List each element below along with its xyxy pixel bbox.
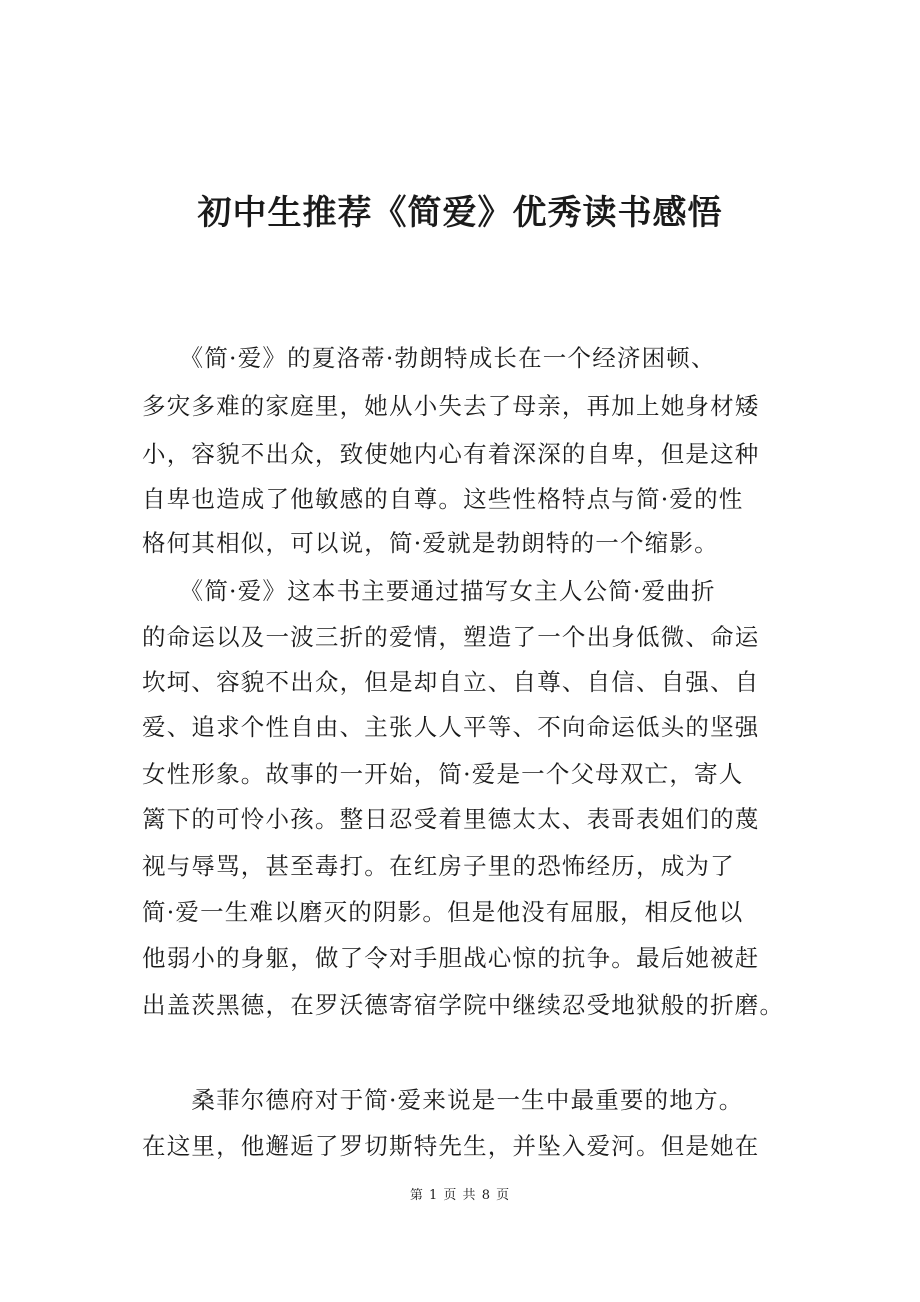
body-line: 《简·爱》的夏洛蒂·勃朗特成长在一个经济困顿、 — [142, 344, 716, 372]
body-line: 简·爱一生难以磨灭的阴影。但是他没有屈服，相反他以 — [142, 898, 744, 926]
body-line: 出盖茨黑德，在罗沃德寄宿学院中继续忍受地狱般的折磨。 — [142, 991, 785, 1019]
body-line: 在这里，他邂逅了罗切斯特先生，并坠入爱河。但是她在 — [142, 1132, 760, 1160]
body-line: 女性形象。故事的一开始，简·爱是一个父母双亡，寄人 — [142, 760, 744, 788]
body-line: 爱、追求个性自由、主张人人平等、不向命运低头的坚强 — [142, 713, 760, 741]
body-line: 格何其相似，可以说，简·爱就是勃朗特的一个缩影。 — [142, 529, 719, 557]
page-number-footer: 第 1 页 共 8 页 — [409, 1188, 511, 1203]
body-line: 篱下的可怜小孩。整日忍受着里德太太、表哥表姐们的蔑 — [142, 805, 760, 833]
body-line: 多灾多难的家庭里，她从小失去了母亲，再加上她身材矮 — [142, 392, 760, 420]
body-line: 自卑也造成了他敏感的自尊。这些性格特点与简·爱的性 — [142, 485, 744, 513]
body-line: 的命运以及一波三折的爱情，塑造了一个出身低微、命运 — [142, 623, 760, 651]
body-line: 小，容貌不出众，致使她内心有着深深的自卑，但是这种 — [142, 440, 760, 468]
body-line: 坎坷、容貌不出众，但是却自立、自尊、自信、自强、自 — [142, 668, 760, 696]
body-line: 他弱小的身躯，做了令对手胆战心惊的抗争。最后她被赶 — [142, 944, 760, 972]
body-line: 《简·爱》这本书主要通过描写女主人公简·爱曲折 — [142, 577, 716, 605]
body-line: 桑菲尔德府对于简·爱来说是一生中最重要的地方。 — [142, 1086, 744, 1114]
body-line: 视与辱骂，甚至毒打。在红房子里的恐怖经历，成为了 — [142, 852, 735, 880]
document-title: 初中生推荐《简爱》优秀读书感悟 — [197, 193, 723, 233]
